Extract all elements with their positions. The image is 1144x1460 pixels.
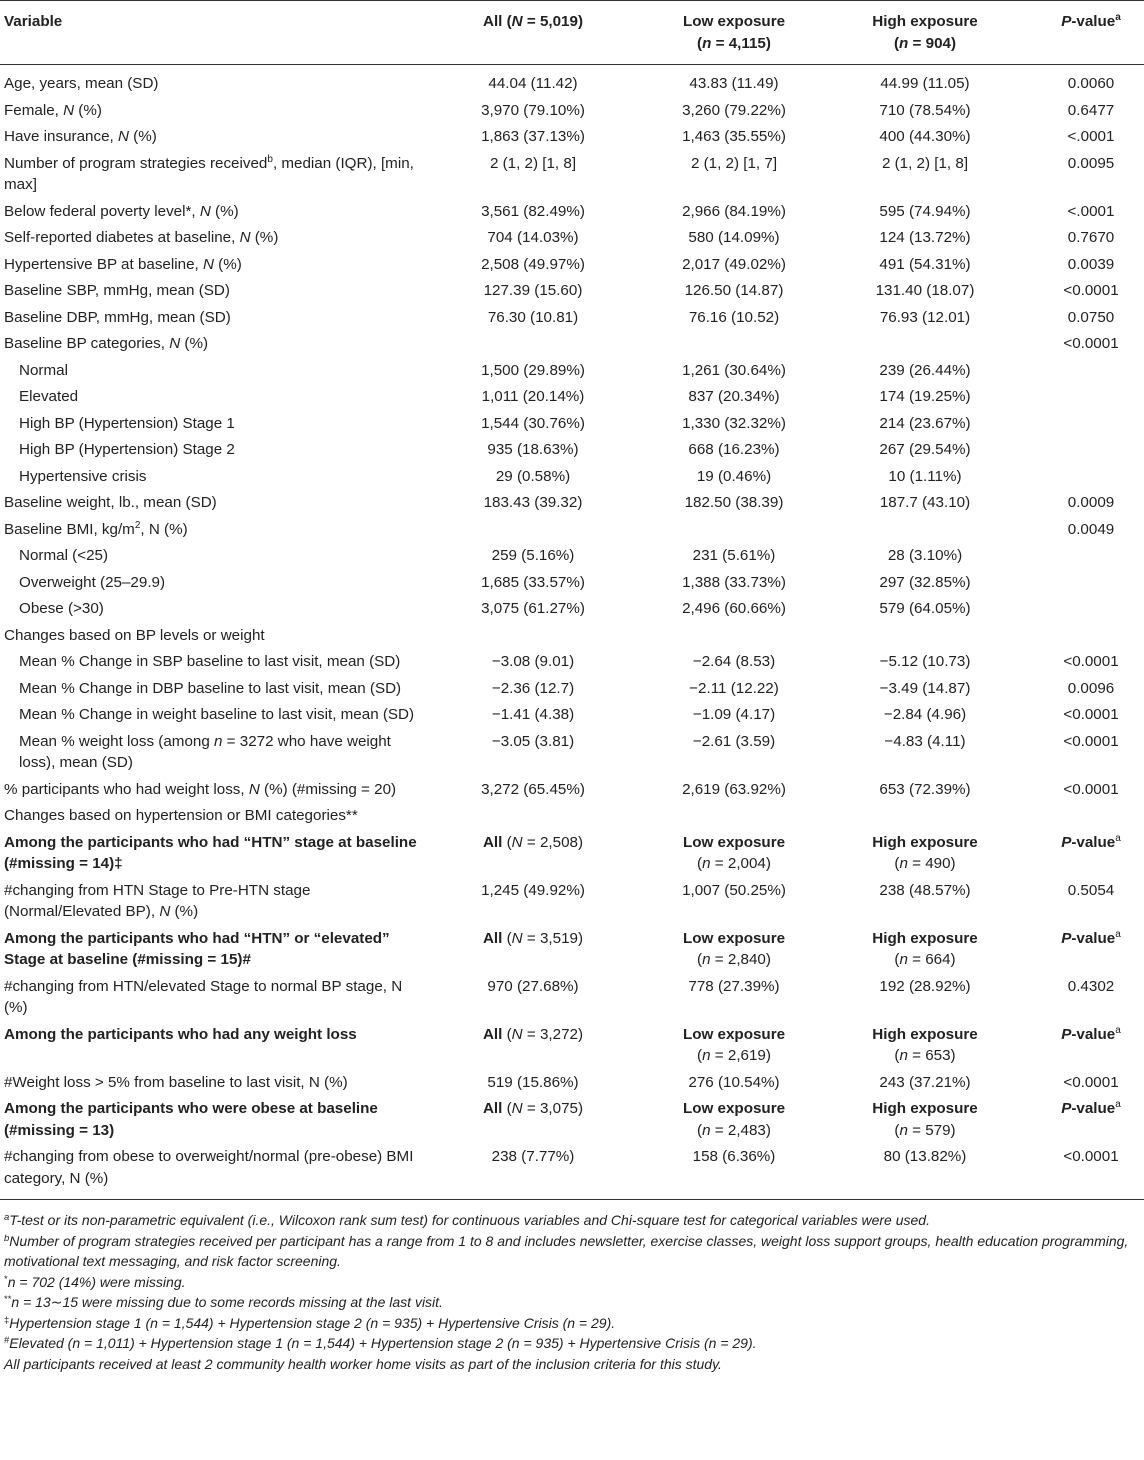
cell-p	[1010, 410, 1144, 437]
row-label: Below federal poverty level*, N (%)	[4, 202, 239, 220]
cell-high: 595 (74.94%)	[879, 202, 971, 220]
cell-high: 2 (1, 2) [1, 8]	[881, 154, 969, 172]
cell-p: P-value$^a$	[1061, 1099, 1121, 1117]
cell-p	[1010, 463, 1144, 490]
cell-high: 243 (37.21%)	[879, 1073, 971, 1091]
cell-high: −3.49 (14.87)	[879, 679, 971, 697]
row-label: Baseline BP categories, N (%)	[4, 335, 209, 352]
cell-high: 192 (28.92%)	[879, 977, 971, 995]
cell-all: 1,544 (30.76%)	[481, 414, 585, 432]
cell-all: 3,970 (79.10%)	[481, 101, 585, 119]
table-row	[0, 973, 1144, 1021]
row-label: Among the participants who had “HTN” or “elevated” Stage at baseline (#missing = 15)#	[4, 929, 390, 968]
cell-p: P-value$^a$	[1061, 1024, 1121, 1043]
table-row	[0, 675, 1144, 702]
table-row	[0, 437, 1144, 464]
cell-low: −2.64 (8.53)	[692, 653, 776, 670]
row-label: Hypertensive BP at baseline, N (%)	[4, 255, 242, 273]
cell-all: All (N = 3,272)	[482, 1025, 584, 1043]
table-row	[0, 490, 1144, 517]
cell-all	[438, 516, 634, 543]
table-row	[0, 622, 1144, 649]
cell-p: 0.4302	[1067, 977, 1115, 995]
table-row	[0, 65, 1144, 98]
cell-p: P-value$^a$	[1061, 928, 1121, 947]
footnote-star: *n = 702 (14%) were missing.	[4, 1273, 186, 1290]
cell-low: 2,017 (49.02%)	[682, 255, 786, 273]
cell-low: 3,260 (79.22%)	[682, 101, 786, 119]
cell-p: P-value$^a$	[1061, 832, 1121, 851]
header-high-exposure: High exposure (n = 904)	[872, 13, 978, 52]
cell-low: −2.61 (3.59)	[692, 732, 776, 750]
cell-all: 259 (5.16%)	[491, 547, 575, 564]
header-variable: Variable	[4, 13, 63, 30]
row-label: Female, N (%)	[4, 101, 102, 119]
row-label: Normal	[19, 361, 68, 379]
footnote-b: $^b$Number of program strategies received per participant has a range from 1 to 8 and includes newsletter, exercise classes, weight loss support groups, health education programming, motivational text messaging, and risk factor screening.	[4, 1232, 1129, 1269]
table-row	[0, 331, 1144, 358]
cell-p	[1010, 357, 1144, 384]
table-row	[0, 1096, 1144, 1144]
cell-low: 668 (16.23%)	[688, 441, 780, 458]
cell-all: 1,863 (37.13%)	[481, 128, 585, 145]
header-low-exposure: Low exposure (n = 4,115)	[682, 13, 786, 52]
table-row	[0, 1021, 1144, 1069]
row-label: Baseline DBP, mmHg, mean (SD)	[4, 308, 231, 326]
cell-p: <0.0001	[1063, 732, 1119, 750]
cell-all: All (N = 3,519)	[482, 929, 584, 947]
footnote-a: $^a$T-test or its non-parametric equivalent (i.e., Wilcoxon rank sum test) for continuous variables and Chi-square test for categorical variables were used.	[4, 1212, 930, 1228]
cell-p	[1010, 384, 1144, 411]
cell-all: −2.36 (12.7)	[491, 679, 575, 697]
footnote-dagger: ‡Hypertension stage 1 (n = 1,544) + Hypertension stage 2 (n = 935) + Hypertensive Crisis (n = 29).	[4, 1314, 616, 1331]
cell-high: 187.7 (43.10)	[879, 494, 971, 511]
table-header-row	[0, 1, 1144, 65]
cell-low: 158 (6.36%)	[692, 1148, 776, 1165]
cell-high: 214 (23.67%)	[879, 414, 971, 432]
table-row	[0, 925, 1144, 973]
cell-low: −1.09 (4.17)	[692, 706, 776, 723]
cell-high: 579 (64.05%)	[879, 600, 971, 617]
cell-high: 76.93 (12.01)	[879, 308, 971, 326]
table-footnotes	[0, 1200, 1144, 1374]
cell-all: 127.39 (15.60)	[483, 282, 583, 299]
row-label: Overweight (25–29.9)	[19, 573, 166, 591]
table-row	[0, 463, 1144, 490]
table-row	[0, 278, 1144, 305]
table-row	[0, 251, 1144, 278]
cell-low: 276 (10.54%)	[688, 1073, 780, 1091]
cell-low: 2,619 (63.92%)	[682, 780, 786, 798]
footnote-hash: #Elevated (n = 1,011) + Hypertension stage 1 (n = 1,544) + Hypertension stage 2 (n = 935) + Hypertensive Crisis (n = 29).	[4, 1335, 757, 1351]
cell-p: 0.0060	[1067, 75, 1115, 92]
cell-high: 174 (19.25%)	[879, 388, 971, 405]
cell-high: 267 (29.54%)	[879, 441, 971, 458]
cell-low: Low exposure (n = 2,619)	[682, 1025, 786, 1064]
row-label: #changing from HTN Stage to Pre-HTN stage (Normal/Elevated BP), N (%)	[4, 881, 311, 920]
header-all: All (N = 5,019)	[482, 13, 584, 30]
cell-p: 0.0750	[1067, 308, 1115, 326]
cell-p	[1010, 437, 1144, 464]
cell-high: High exposure (n = 490)	[872, 833, 978, 872]
table-row	[0, 776, 1144, 803]
row-label: Baseline BMI, $kg/m^2$, N (%)	[4, 519, 188, 538]
cell-high	[824, 516, 1010, 543]
cell-all: −1.41 (4.38)	[491, 706, 575, 723]
row-label: High BP (Hypertension) Stage 1	[19, 414, 235, 432]
cell-high: 297 (32.85%)	[879, 573, 971, 591]
cell-p: <0.0001	[1063, 282, 1119, 299]
table-body	[0, 65, 1144, 1200]
cell-low: 126.50 (14.87)	[684, 282, 784, 299]
row-label: Baseline weight, lb., mean (SD)	[4, 494, 217, 511]
cell-high: −5.12 (10.73)	[879, 653, 971, 670]
cell-low: −2.11 (12.22)	[689, 679, 779, 697]
cell-p: 0.5054	[1067, 881, 1115, 899]
cell-all	[438, 331, 634, 358]
header-p-value: P-value$^a$	[1061, 12, 1121, 30]
row-label: Hypertensive crisis	[19, 467, 147, 485]
cell-high: High exposure (n = 579)	[872, 1100, 978, 1139]
cell-high: 653 (72.39%)	[879, 780, 971, 798]
cell-all: 3,075 (61.27%)	[481, 600, 585, 617]
row-label: High BP (Hypertension) Stage 2	[19, 441, 235, 458]
row-label: Normal (<25)	[19, 547, 109, 564]
cell-high	[824, 803, 1010, 830]
table-row	[0, 410, 1144, 437]
table-row	[0, 97, 1144, 124]
table-row	[0, 304, 1144, 331]
table-row	[0, 225, 1144, 252]
cell-all: All (N = 3,075)	[482, 1100, 584, 1117]
cell-p: 0.0049	[1067, 520, 1115, 538]
footnote-all: All participants received at least 2 community health worker home visits as part of the inclusion criteria for this study.	[4, 1355, 722, 1372]
cell-high	[824, 331, 1010, 358]
cell-high: High exposure (n = 664)	[872, 929, 978, 968]
row-label: Among the participants who were obese at baseline (#missing = 13)	[4, 1100, 378, 1139]
row-label: #Weight loss > 5% from baseline to last visit, N (%)	[4, 1073, 348, 1091]
cell-low: 182.50 (38.39)	[684, 494, 784, 511]
cell-low: 1,330 (32.32%)	[682, 414, 786, 432]
cell-low: 1,463 (35.55%)	[682, 128, 786, 145]
cell-p	[1010, 622, 1144, 649]
cell-all: 44.04 (11.42)	[488, 75, 578, 92]
cell-p: 0.6477	[1067, 101, 1115, 119]
cell-all: 970 (27.68%)	[487, 977, 579, 995]
cell-low	[634, 331, 824, 358]
row-label: Have insurance, N (%)	[4, 128, 157, 145]
cell-all: 3,272 (65.45%)	[481, 780, 585, 798]
cell-all	[438, 803, 634, 830]
cell-low: 76.16 (10.52)	[688, 308, 780, 326]
table-row	[0, 516, 1144, 543]
table-row	[0, 124, 1144, 151]
cell-low: 837 (20.34%)	[688, 388, 780, 405]
row-label: % participants who had weight loss, N (%) (#missing = 20)	[4, 780, 397, 798]
cell-low: 580 (14.09%)	[688, 229, 780, 246]
cell-high: −4.83 (4.11)	[884, 732, 966, 750]
cell-high: −2.84 (4.96)	[883, 706, 967, 723]
cell-all: 1,500 (29.89%)	[481, 361, 585, 379]
cell-p: 0.0096	[1067, 679, 1115, 697]
cell-high: 28 (3.10%)	[887, 547, 963, 564]
cell-all: 76.30 (10.81)	[487, 308, 579, 326]
cell-low: 778 (27.39%)	[688, 977, 780, 995]
cell-high: 239 (26.44%)	[879, 361, 971, 379]
cell-all: 1,685 (33.57%)	[481, 573, 585, 591]
cell-low: 1,261 (30.64%)	[682, 361, 786, 379]
cell-p: <0.0001	[1063, 653, 1119, 670]
cell-p: 0.0039	[1067, 255, 1115, 273]
table-row	[0, 728, 1144, 776]
table-row	[0, 357, 1144, 384]
table-row	[0, 384, 1144, 411]
cell-p: <.0001	[1067, 202, 1115, 220]
cell-all	[438, 622, 634, 649]
table-row	[0, 569, 1144, 596]
row-label: #changing from HTN/elevated Stage to normal BP stage, N (%)	[4, 977, 403, 1016]
table-row	[0, 596, 1144, 623]
cell-all: 1,245 (49.92%)	[481, 881, 585, 899]
footnote-double-star: **n = 13∼15 were missing due to some records missing at the last visit.	[4, 1294, 443, 1310]
cell-high: High exposure (n = 653)	[872, 1025, 978, 1064]
table-row	[0, 1144, 1144, 1200]
row-label: Number of program strategies received$^b$, median (IQR), [min, max]	[4, 153, 414, 193]
cell-low: 43.83 (11.49)	[689, 75, 779, 92]
cell-p: <0.0001	[1063, 1148, 1119, 1165]
cell-high: 80 (13.82%)	[883, 1148, 967, 1165]
cell-high: 44.99 (11.05)	[880, 75, 970, 92]
cell-all: 935 (18.63%)	[487, 441, 579, 458]
cell-low: 1,007 (50.25%)	[682, 881, 786, 899]
cell-low	[634, 803, 824, 830]
cell-p: <0.0001	[1063, 706, 1119, 723]
cell-all: 2 (1, 2) [1, 8]	[489, 154, 577, 172]
cell-low: 231 (5.61%)	[692, 547, 776, 564]
cell-low: Low exposure (n = 2,004)	[682, 833, 786, 872]
table-row	[0, 649, 1144, 676]
table-row	[0, 829, 1144, 877]
row-label: Age, years, mean (SD)	[4, 75, 159, 92]
cell-all: All (N = 2,508)	[482, 833, 584, 851]
row-label: Self-reported diabetes at baseline, N (%)	[4, 229, 279, 246]
cell-all: 704 (14.03%)	[487, 229, 579, 246]
cell-p: 0.7670	[1067, 229, 1115, 246]
cell-low: 2 (1, 2) [1, 7]	[690, 154, 778, 172]
cell-high: 124 (13.72%)	[879, 229, 971, 246]
row-label: Changes based on hypertension or BMI categories**	[4, 807, 358, 824]
cell-all: 183.43 (39.32)	[483, 494, 583, 511]
cell-high: 238 (48.57%)	[879, 881, 971, 899]
cell-all: 519 (15.86%)	[487, 1073, 579, 1091]
row-label: Among the participants who had any weight loss	[4, 1025, 357, 1043]
row-label: Mean % weight loss (among n = 3272 who have weight loss), mean (SD)	[19, 732, 391, 771]
cell-p: 0.0009	[1067, 494, 1115, 511]
table-row	[0, 803, 1144, 830]
row-label: Elevated	[19, 388, 79, 405]
row-label: Mean % Change in DBP baseline to last visit, mean (SD)	[19, 679, 402, 697]
cell-high: 131.40 (18.07)	[875, 282, 975, 299]
cell-high: 710 (78.54%)	[879, 101, 971, 119]
cell-all: 29 (0.58%)	[495, 467, 571, 485]
cell-p	[1010, 569, 1144, 596]
cell-low: 2,496 (60.66%)	[682, 600, 786, 617]
cell-all: −3.05 (3.81)	[491, 732, 575, 750]
cell-low	[634, 516, 824, 543]
table-row	[0, 877, 1144, 925]
table-row	[0, 702, 1144, 729]
cell-low: 1,388 (33.73%)	[682, 573, 786, 591]
cell-p	[1010, 596, 1144, 623]
cell-p: <0.0001	[1063, 780, 1119, 798]
cell-low: 19 (0.46%)	[696, 467, 772, 485]
row-label: Changes based on BP levels or weight	[4, 626, 265, 644]
table-row	[0, 1069, 1144, 1096]
cell-all: 3,561 (82.49%)	[481, 202, 585, 220]
cell-p	[1010, 803, 1144, 830]
row-label: Obese (>30)	[19, 600, 104, 617]
cell-high: 491 (54.31%)	[879, 255, 971, 273]
cell-p: 0.0095	[1067, 154, 1115, 172]
cell-p: <.0001	[1067, 128, 1115, 145]
cell-high: 400 (44.30%)	[879, 128, 971, 145]
row-label: Among the participants who had “HTN” stage at baseline (#missing = 14)‡	[4, 833, 417, 872]
cell-low: 2,966 (84.19%)	[682, 202, 786, 220]
row-label: Baseline SBP, mmHg, mean (SD)	[4, 282, 230, 299]
cell-all: 2,508 (49.97%)	[481, 255, 585, 273]
cell-p: <0.0001	[1063, 1073, 1119, 1091]
cell-low: Low exposure (n = 2,483)	[682, 1100, 786, 1139]
cell-all: −3.08 (9.01)	[491, 653, 575, 670]
cell-low	[634, 622, 824, 649]
table-row	[0, 543, 1144, 570]
cell-all: 238 (7.77%)	[491, 1148, 575, 1165]
row-label: #changing from obese to overweight/normal (pre-obese) BMI category, N (%)	[4, 1148, 414, 1187]
cell-high: 10 (1.11%)	[888, 467, 962, 485]
cell-high	[824, 622, 1010, 649]
table-row	[0, 150, 1144, 198]
cell-all: 1,011 (20.14%)	[481, 388, 585, 405]
row-label: Mean % Change in SBP baseline to last visit, mean (SD)	[19, 653, 401, 670]
cell-p: <0.0001	[1063, 335, 1119, 352]
cell-p	[1010, 543, 1144, 570]
cell-low: Low exposure (n = 2,840)	[682, 929, 786, 968]
table-row	[0, 198, 1144, 225]
row-label: Mean % Change in weight baseline to last visit, mean (SD)	[19, 706, 415, 723]
